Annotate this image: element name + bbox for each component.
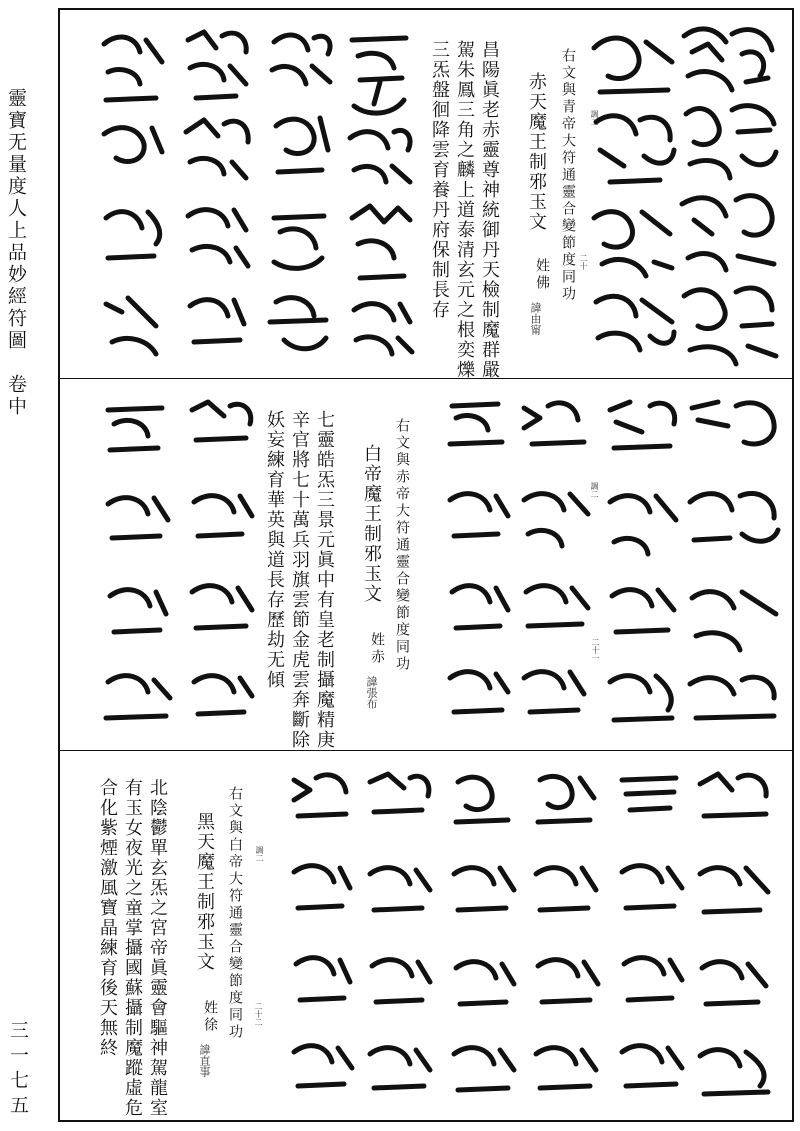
talisman-column — [678, 392, 786, 737]
tune-tag: 調二 — [590, 482, 599, 498]
page-number: 三一七五 — [7, 1020, 29, 1120]
talisman-column — [282, 764, 358, 1109]
talisman-column — [442, 764, 522, 1109]
panel-divider — [58, 750, 794, 751]
talisman-column — [358, 764, 438, 1109]
panel-caption: 右文與青帝大符通靈合變節度同功 — [560, 48, 576, 303]
deity-given-name: 諱由甯 — [529, 302, 542, 335]
talisman-column — [340, 22, 418, 367]
verse-line: 辛官將七十萬兵羽旗雲節金虎雲奔斷除 — [289, 410, 310, 750]
talisman-column — [598, 392, 684, 737]
deity-surname: 姓佛 — [534, 258, 550, 292]
talisman-column — [260, 22, 336, 367]
verse-line: 合化紫煙激風寶晶練育後天無終 — [97, 778, 118, 1058]
verse-line: 駕朱鳳三角之麟上道泰清玄元之根奕爍 — [454, 40, 475, 380]
verse-line: 妖妄練育華英與道長存歷劫无傾 — [264, 410, 285, 690]
talisman-column — [524, 764, 606, 1109]
talisman-column — [92, 22, 170, 367]
talisman-column — [610, 764, 690, 1109]
talisman-number: 二十 — [579, 254, 588, 270]
demon-title: 黑天魔王制邪玉文 — [194, 812, 215, 972]
talisman-number: 二十二 — [254, 1002, 263, 1026]
talisman-column — [176, 22, 254, 367]
verse-line: 北陰鬱單玄炁之宮帝眞靈會驅神駕龍室 — [147, 778, 168, 1118]
talisman-number: 二十一 — [591, 638, 600, 662]
demon-title: 白帝魔王制邪玉文 — [361, 444, 382, 604]
verse-line: 七靈皓炁三景元眞中有皇老制攝魔精庚 — [314, 410, 335, 750]
talisman-column — [512, 392, 599, 737]
talisman-column — [180, 392, 260, 737]
panel-divider — [58, 378, 794, 379]
talisman-column — [580, 22, 680, 367]
verse-line: 昌陽眞老赤靈尊神統御丹天檢制魔群嚴 — [479, 40, 500, 380]
tune-tag: 調二 — [590, 110, 599, 126]
talisman-column — [438, 392, 514, 737]
deity-given-name: 諱張布 — [365, 676, 378, 709]
tune-tag: 調二 — [255, 846, 264, 862]
margin-title: 靈寶无量度人上品妙經符圖 卷中 — [5, 88, 27, 418]
talisman-column — [96, 392, 176, 737]
panel-caption: 右文與白帝大符通靈合變節度同功 — [227, 786, 243, 1041]
deity-surname: 姓徐 — [202, 1000, 218, 1034]
deity-surname: 姓赤 — [369, 632, 385, 666]
deity-given-name: 諱直事 — [198, 1044, 211, 1077]
demon-title: 赤天魔王制邪玉文 — [526, 72, 547, 232]
verse-line: 三炁盤徊降雲育養丹府保制長存 — [429, 40, 450, 320]
talisman-column — [688, 764, 784, 1109]
panel-caption: 右文與赤帝大符通靈合變節度同功 — [394, 418, 410, 673]
verse-line: 有玉女夜光之童掌攝國蘇攝制魔蹤虛危 — [122, 778, 143, 1118]
talisman-column — [672, 20, 786, 370]
